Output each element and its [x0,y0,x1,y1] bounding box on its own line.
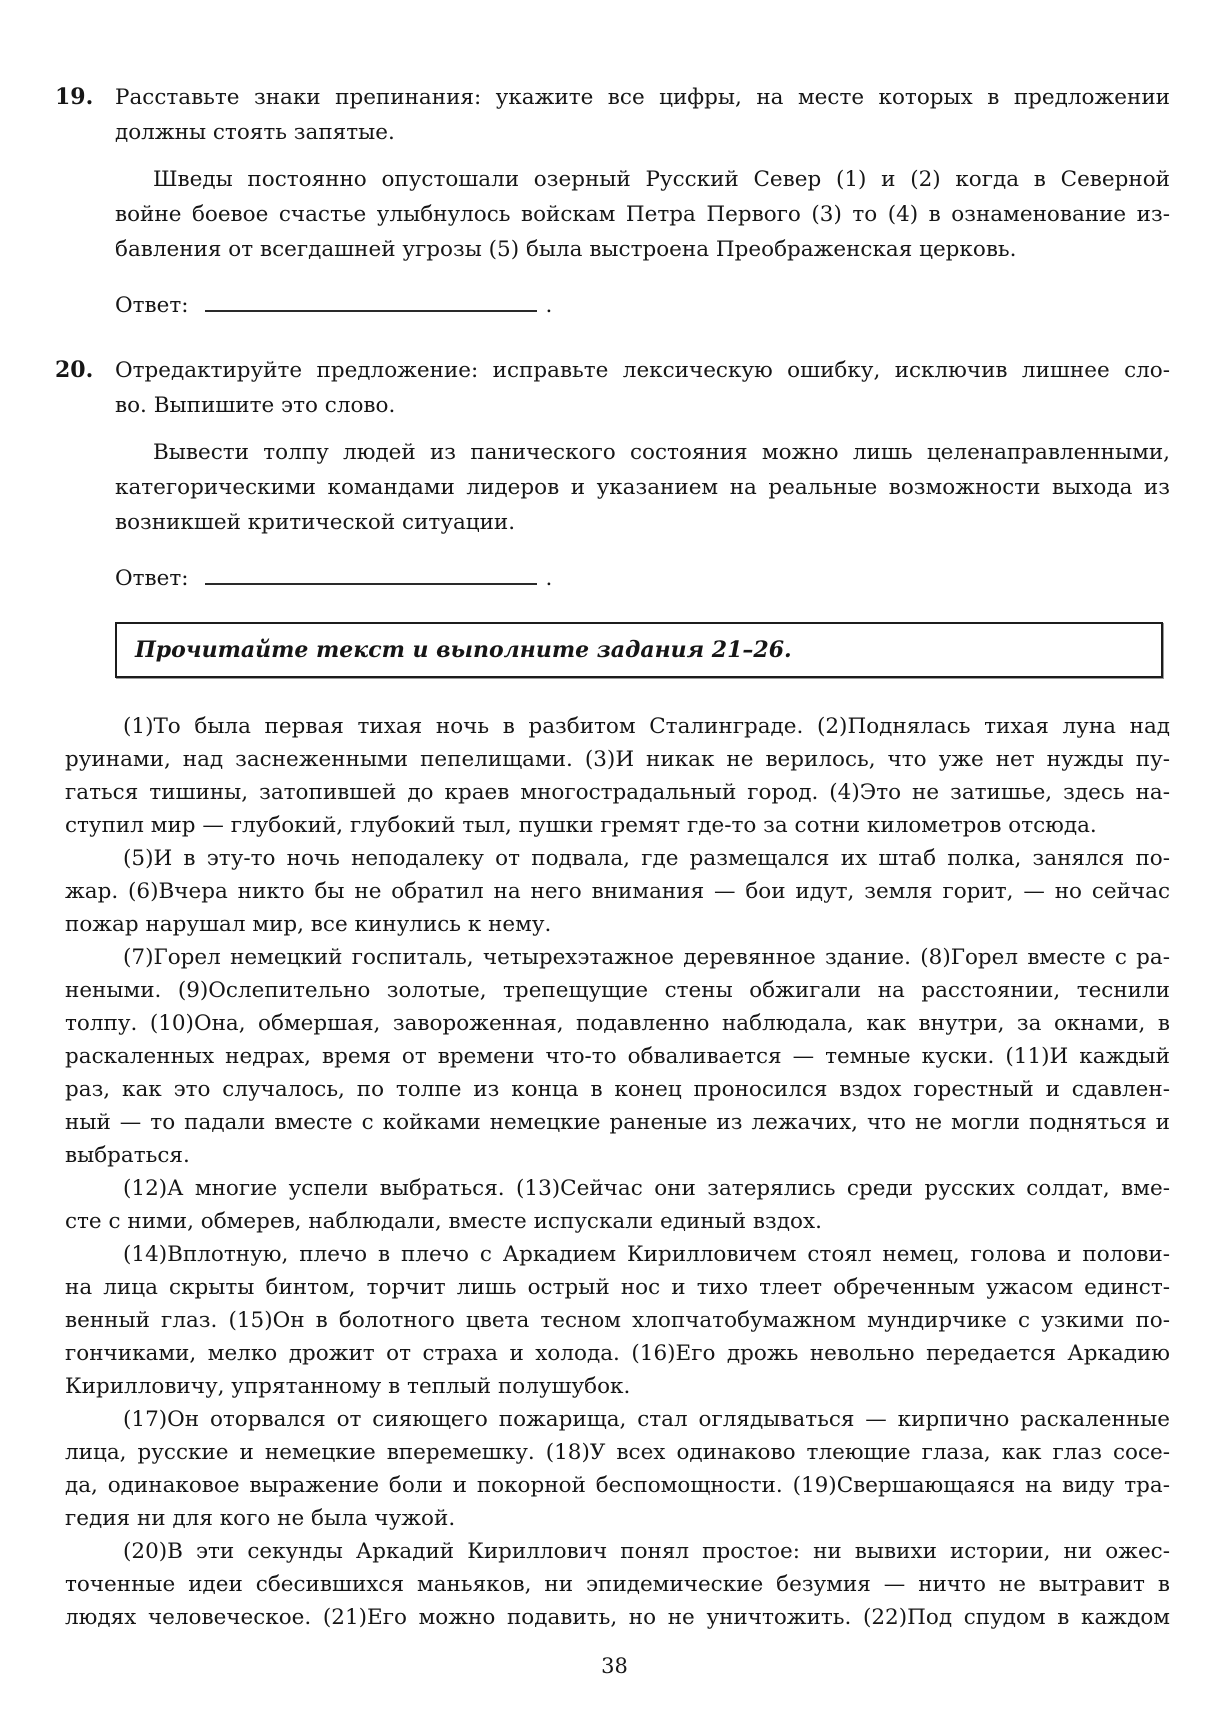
text-line: людях человеческое. (21)Его можно подавить, но не уничтожить. (22)Под спудом в каждом [65,1605,1170,1630]
passage-paragraph [65,1172,1170,1238]
text-line: бавления от всегдашней угрозы (5) была выстроена Преображенская церковь. [115,237,1017,262]
task-20 [55,353,1170,592]
reading-instruction-box [115,622,1163,678]
text-line: Вывести толпу людей из панического состояния можно лишь целенаправленными, [153,440,1170,465]
task-20-sentence [115,435,1170,540]
text-line: (12)А многие успели выбраться. (13)Сейчас они затерялись среди русских солдат, вме- [123,1176,1170,1201]
text-line: войне боевое счастье улыбнулось войскам Петра Первого (3) то (4) в ознаменование из- [115,202,1170,227]
text-line: руинами, над заснеженными пепелищами. (3)И никак не верилось, что уже нет нужды пу- [65,747,1170,772]
answer-label: Ответ: [115,566,189,591]
passage-paragraph [65,842,1170,941]
task-19-answer-row [115,288,1170,319]
passage-paragraph [65,1403,1170,1535]
text-line: гедия ни для кого не была чужой. [65,1506,456,1531]
text-line: (5)И в эту-то ночь неподалеку от подвала, где размещался их штаб полка, занялся по- [123,846,1170,871]
text-line: толпу. (10)Она, обмершая, завороженная, подавленно наблюдала, как внутри, за окнами, в [65,1011,1170,1036]
answer-blank-line[interactable] [205,288,537,312]
text-line: (20)В эти секунды Аркадий Кириллович понял простое: ни вывихи истории, ни ожес- [123,1539,1170,1564]
text-line: раскаленных недрах, время от времени что-то обваливается — темные куски. (11)И каждый [65,1044,1170,1069]
text-line: во. Выпишите это слово. [115,393,396,418]
text-line: сте с ними, обмерев, наблюдали, вместе испускали единый вздох. [65,1209,822,1234]
task-19 [55,80,1170,319]
task-20-number: 20. [55,357,94,383]
text-line: точенные идеи сбесившихся маньяков, ни эпидемические безумия — ничто не вытравит в [65,1572,1170,1597]
text-line: Кирилловичу, упрятанному в теплый полушубок. [65,1374,631,1399]
text-line: гаться тишины, затопившей до краев многострадальный город. (4)Это не затишье, здесь на- [65,780,1170,805]
passage-paragraph [65,941,1170,1172]
text-line: на лица скрыты бинтом, торчит лишь острый нос и тихо тлеет обреченным ужасом единст- [65,1275,1170,1300]
text-line: венный глаз. (15)Он в болотного цвета тесном хлопчатобумажном мундирчике с узкими по- [65,1308,1170,1333]
text-line: выбраться. [65,1143,190,1168]
task-19-number: 19. [55,84,94,110]
text-line: ступил мир — глубокий, глубокий тыл, пушки гремят где-то за сотни километров отсюда. [65,813,1097,838]
text-line: да, одинаковое выражение боли и покорной беспомощности. (19)Свершающаяся на виду тра- [65,1473,1170,1498]
text-line: (14)Вплотную, плечо в плечо с Аркадием Кирилловичем стоял немец, голова и полови- [123,1242,1170,1267]
text-line: возникшей критической ситуации. [115,510,516,535]
text-line: жар. (6)Вчера никто бы не обратил на него внимания — бои идут, земля горит, — но сейчас [65,879,1170,904]
text-line: Шведы постоянно опустошали озерный Русский Север (1) и (2) когда в Северной [153,167,1170,192]
text-line: (17)Он оторвался от сияющего пожарища, стал оглядываться — кирпично раскаленные [123,1407,1170,1432]
passage-paragraph [65,710,1170,842]
text-line: Расставьте знаки препинания: укажите все цифры, на месте которых в предложении [115,85,1170,110]
text-line: ный — то падали вместе с койками немецкие раненые из лежачих, что не могли подняться и [65,1110,1170,1135]
answer-period: . [545,293,553,318]
text-line: (1)То была первая тихая ночь в разбитом Сталинграде. (2)Поднялась тихая луна над [123,714,1170,739]
page-number: 38 [601,1654,628,1678]
task-19-sentence [115,162,1170,267]
text-line: (7)Горел немецкий госпиталь, четырехэтажное деревянное здание. (8)Горел вместе с ра- [123,945,1170,970]
text-line: гончиками, мелко дрожит от страха и холода. (16)Его дрожь невольно передается Аркадию [65,1341,1170,1366]
text-line: лица, русские и немецкие вперемешку. (18)У всех одинаково тлеющие глаза, как глаз сосе- [65,1440,1170,1465]
text-line: раз, как это случалось, по толпе из конца в конец проносился вздох горестный и сдавлен- [65,1077,1170,1102]
task-19-statement [115,80,1170,150]
passage-paragraph [65,1535,1170,1634]
reading-passage [65,710,1170,1634]
text-line: неными. (9)Ослепительно золотые, трепещущие стены обжигали на расстоянии, теснили [65,978,1170,1003]
task-20-statement [115,353,1170,423]
text-line: должны стоять запятые. [115,120,395,145]
passage-paragraph [65,1238,1170,1403]
answer-label: Ответ: [115,293,189,318]
text-line: категорическими командами лидеров и указанием на реальные возможности выхода из [115,475,1170,500]
text-line: Отредактируйте предложение: исправьте лексическую ошибку, исключив лишнее сло- [115,358,1170,383]
reading-instruction: Прочитайте текст и выполните задания 21–26. [135,637,792,663]
task-20-answer-row [115,561,1170,592]
answer-period: . [545,566,553,591]
answer-blank-line[interactable] [205,561,537,585]
text-line: пожар нарушал мир, все кинулись к нему. [65,912,552,937]
